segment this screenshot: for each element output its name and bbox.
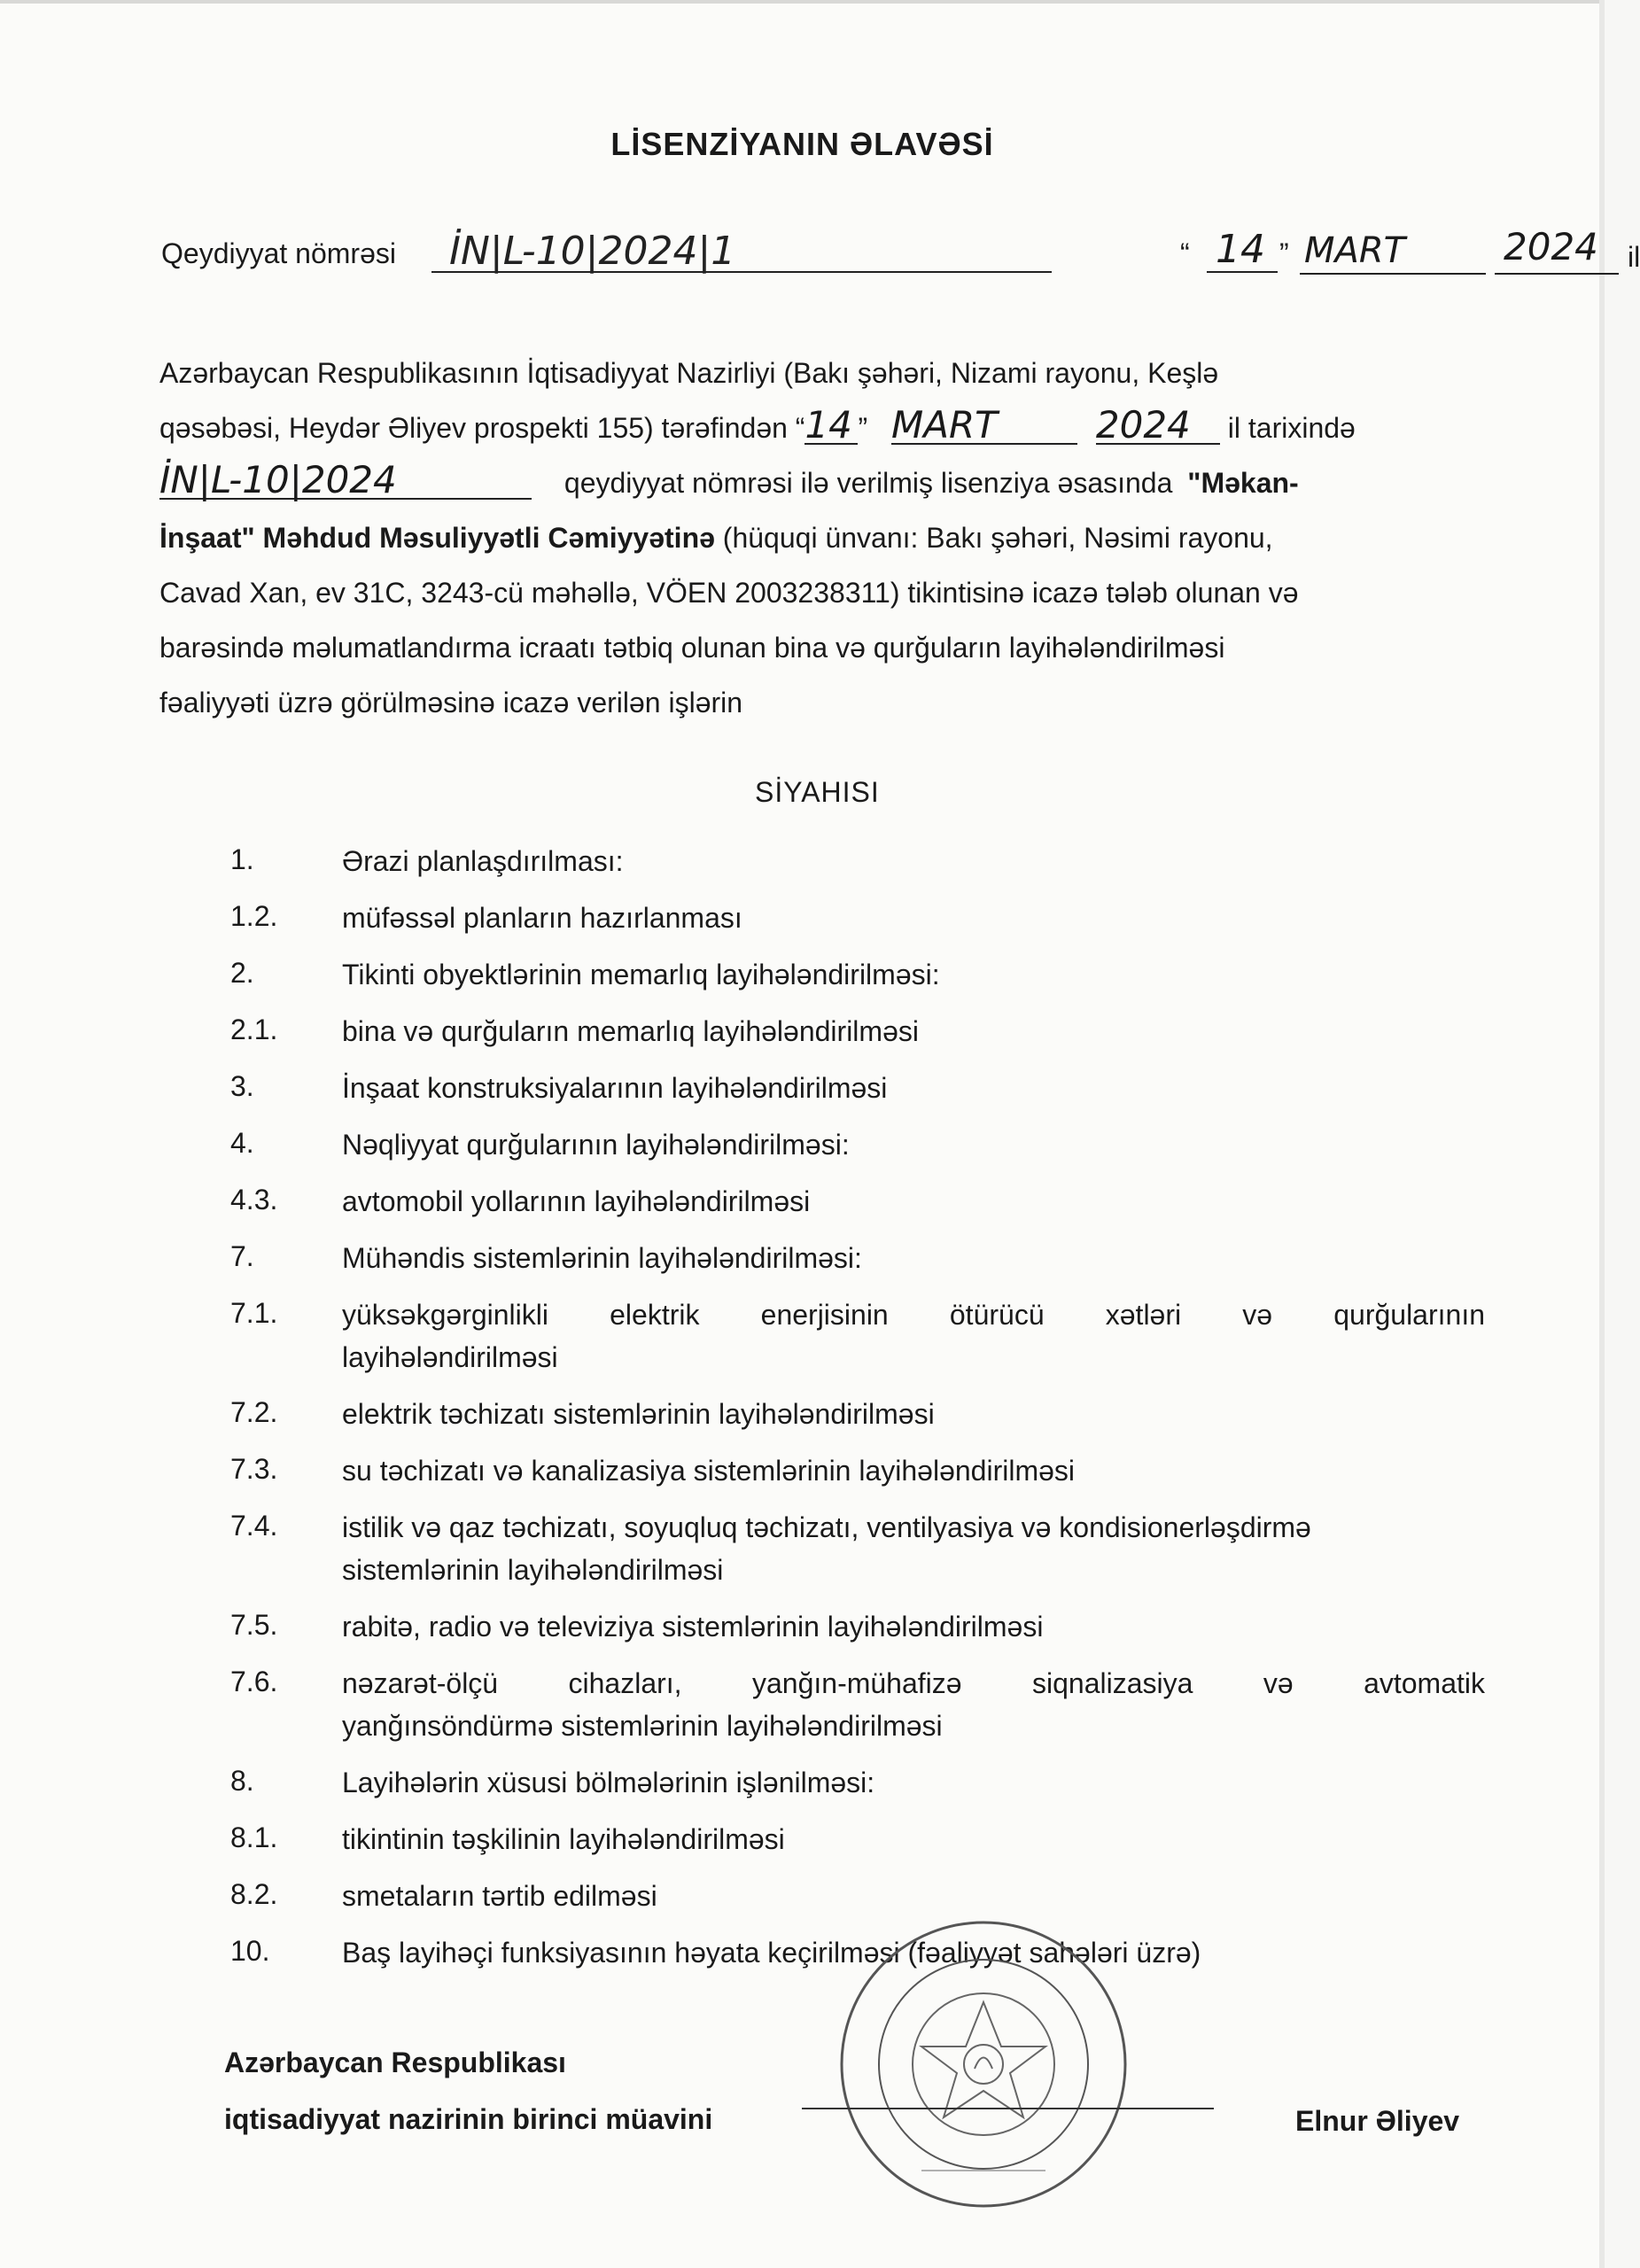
registration-line (161, 225, 1640, 291)
paragraph-line (159, 510, 1480, 565)
quote-close: ” (858, 412, 868, 444)
item-number: 8. (230, 1765, 254, 1797)
month-underline (1300, 273, 1486, 275)
paragraph-text: qeydiyyat nömrəsi ilə verilmiş lisenziya əsasında (564, 467, 1173, 499)
company-name: İnşaat" Məhdud Məsuliyyətli Cəmiyyətinə (159, 522, 715, 554)
item-text: müfəssəl planların hazırlanması (342, 902, 742, 934)
item-text: avtomobil yollarının layihələndirilməsi (342, 1185, 811, 1217)
official-seal (833, 1914, 1134, 2215)
signatory-title-line: iqtisadiyyat nazirinin birinci müavini (224, 2103, 713, 2135)
item-number: 8.1. (230, 1821, 278, 1853)
paragraph-line (159, 620, 1480, 675)
document-title: LİSENZİYANIN ƏLAVƏSİ (610, 126, 994, 162)
body-paragraph (159, 346, 1480, 730)
year-underline (1495, 273, 1619, 275)
item-number: 7.4. (230, 1510, 278, 1542)
item-text: Baş layihəçi funksiyasının həyata keçirilməsi (fəaliyyət sahələri üzrə) (342, 1937, 1201, 1969)
item-text: su təchizatı və kanalizasiya sistemlərinin layihələndirilməsi (342, 1455, 1076, 1487)
paragraph-text: fəaliyyəti üzrə görülməsinə icazə verilən işlərin (159, 687, 743, 718)
paragraph-text: barəsində məlumatlandırma icraatı tətbiq olunan bina və qurğuların layihələndirilməsi (159, 632, 1225, 664)
paragraph-text: Cavad Xan, ev 31C, 3243-cü məhəllə, VÖEN 2003238311) tikintisinə icazə tələb olunan və (159, 577, 1299, 609)
item-text: Layihələrin xüsusi bölmələrinin işlənilməsi: (342, 1767, 875, 1798)
item-number: 10. (230, 1935, 270, 1967)
list-heading: SİYAHISI (755, 776, 880, 808)
item-number: 7.6. (230, 1666, 278, 1697)
date-month-handwritten: MART (891, 408, 1077, 445)
registration-year: 2024 (1504, 225, 1598, 268)
item-number: 2.1. (230, 1014, 278, 1045)
handwritten-signature (797, 2073, 1223, 2135)
paragraph-text: il tarixində (1227, 412, 1356, 444)
item-number: 7.5. (230, 1609, 278, 1641)
item-text: Mühəndis sistemlərinin layihələndirilməsi: (342, 1242, 862, 1274)
day-underline (1207, 271, 1278, 273)
registration-day: 14 (1216, 227, 1265, 272)
item-text: İnşaat konstruksiyalarının layihələndirilməsi (342, 1072, 888, 1104)
item-text: istilik və qaz təchizatı, soyuqluq təchizatı, ventilyasiya və kondisionerləşdirmə (342, 1511, 1311, 1543)
paragraph-line (159, 455, 1480, 510)
registration-label: Qeydiyyat nömrəsi (161, 237, 396, 269)
item-text: bina və qurğuların memarlıq layihələndirilməsi (342, 1015, 919, 1047)
item-text: yüksəkgərginlikli elektrik enerjisinin ötürücü xətləri və qurğularının (342, 1299, 1485, 1331)
item-number: 7. (230, 1240, 254, 1272)
item-text-continued: sistemlərinin layihələndirilməsi (342, 1554, 724, 1586)
item-number: 7.3. (230, 1453, 278, 1485)
item-text: smetaların tərtib edilməsi (342, 1880, 657, 1912)
paragraph-text: Azərbaycan Respublikasının İqtisadiyyat Nazirliyi (Bakı şəhəri, Nizami rayonu, Keşlə (159, 357, 1219, 389)
item-number: 4.3. (230, 1184, 278, 1216)
item-number: 1.2. (230, 900, 278, 932)
item-text-continued: layihələndirilməsi (342, 1341, 558, 1373)
paragraph-line (159, 346, 1480, 400)
scan-edge-right (1599, 0, 1605, 2268)
license-number-handwritten: İN|L-10|2024 (159, 462, 532, 500)
paragraph-text: qəsəbəsi, Heydər Əliyev prospekti 155) tərəfindən “ (159, 412, 805, 444)
registration-number-handwritten: İN|L-10|2024|1 (449, 229, 736, 274)
item-number: 1. (230, 843, 254, 875)
item-number: 7.2. (230, 1396, 278, 1428)
quote-close: ” (1279, 237, 1289, 269)
date-day-handwritten: 14 (804, 408, 858, 445)
paragraph-line (159, 400, 1480, 455)
registration-month: MART (1304, 230, 1406, 271)
paragraph-line (159, 565, 1480, 620)
item-text: Ərazi planlaşdırılması: (342, 845, 624, 877)
item-number: 2. (230, 957, 254, 989)
item-number: 4. (230, 1127, 254, 1159)
paragraph-text: (hüquqi ünvanı: Bakı şəhəri, Nəsimi rayonu, (722, 522, 1273, 554)
paragraph-line (159, 675, 1480, 730)
item-text: tikintinin təşkilinin layihələndirilməsi (342, 1823, 785, 1855)
item-text: Nəqliyyat qurğularının layihələndirilməsi: (342, 1129, 850, 1161)
year-suffix: il (1628, 241, 1640, 273)
item-text: nəzarət-ölçü cihazları, yanğın-mühafizə siqnalizasiya və avtomatik (342, 1667, 1485, 1699)
quote-open: “ (1180, 237, 1190, 269)
scan-edge (0, 0, 1605, 4)
date-year-handwritten: 2024 (1096, 408, 1220, 445)
signatory-name: Elnur Əliyev (1295, 2105, 1460, 2137)
item-text-continued: yanğınsöndürmə sistemlərinin layihələndirilməsi (342, 1710, 943, 1742)
item-number: 8.2. (230, 1878, 278, 1910)
signatory-title-line: Azərbaycan Respublikası (224, 2047, 566, 2078)
item-text: rabitə, radio və televiziya sistemlərinin layihələndirilməsi (342, 1611, 1044, 1643)
item-number: 7.1. (230, 1297, 278, 1329)
signatory-title (224, 2034, 712, 2148)
item-text: Tikinti obyektlərinin memarlıq layihələndirilməsi: (342, 959, 940, 990)
item-text: elektrik təchizatı sistemlərinin layihələndirilməsi (342, 1398, 935, 1430)
item-number: 3. (230, 1070, 254, 1102)
company-name: "Məkan- (1187, 467, 1299, 499)
